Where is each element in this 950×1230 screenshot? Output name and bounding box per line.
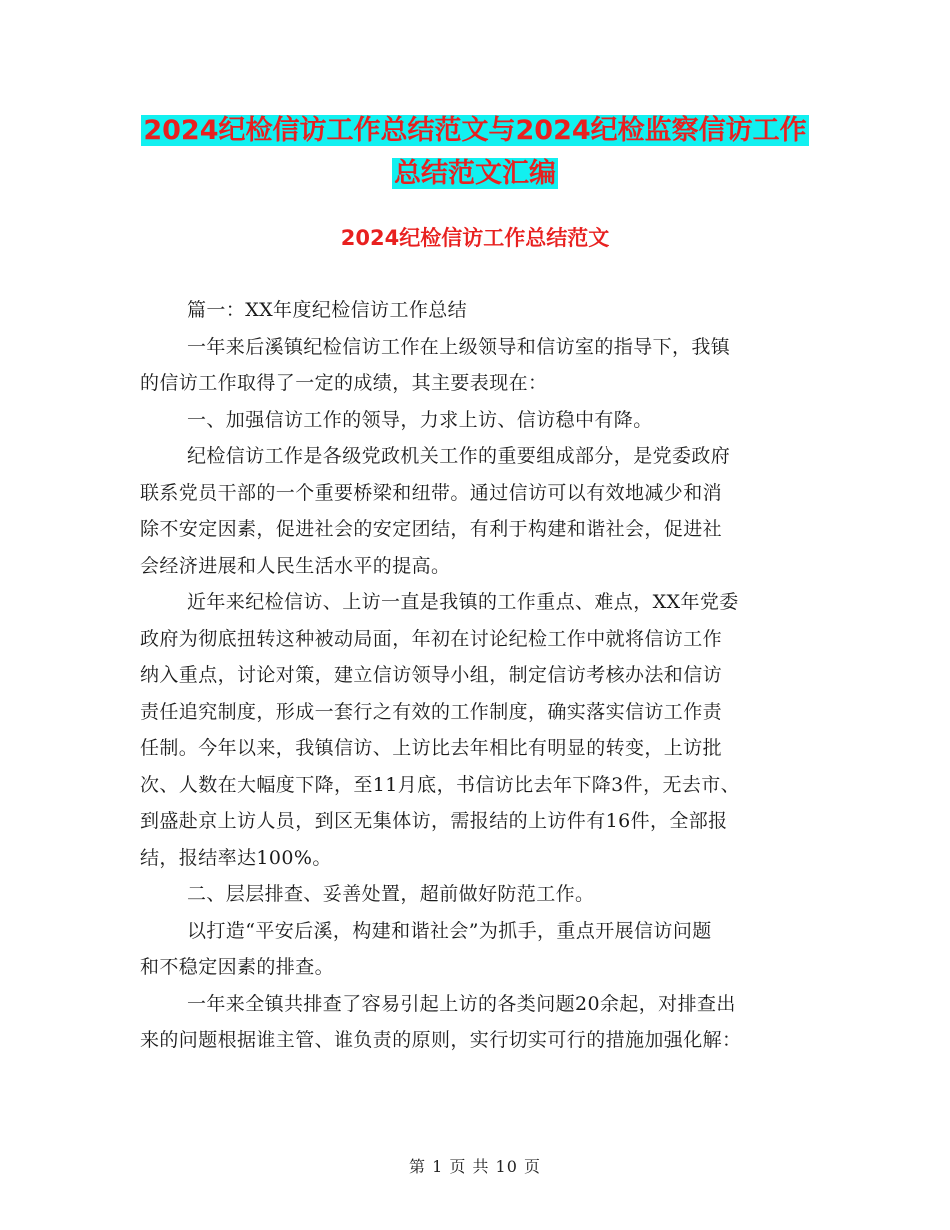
body-line: 篇一：XX年度纪检信访工作总结 xyxy=(187,299,468,321)
body-line: 和不稳定因素的排查。 xyxy=(140,956,335,978)
body-line: 责任追究制度，形成一套行之有效的工作制度，确实落实信访工作责 xyxy=(140,700,723,723)
body-text xyxy=(140,292,812,1059)
body-line: 一、加强信访工作的领导，力求上访、信访稳中有降。 xyxy=(187,408,653,431)
body-line: 以打造“平安后溪，构建和谐社会”为抓手，重点开展信访问题 xyxy=(187,919,712,942)
body-line: 结，报结率达100%。 xyxy=(140,846,332,869)
document-title-line-1 xyxy=(0,110,950,152)
document-title-text-1: 2024纪检信访工作总结范文与2024纪检监察信访工作 xyxy=(143,115,807,146)
body-line: 会经济进展和人民生活水平的提高。 xyxy=(140,554,451,577)
body-line: 除不安定因素，促进社会的安定团结，有利于构建和谐社会，促进社 xyxy=(140,518,723,540)
body-line: 纪检信访工作是各级党政机关工作的重要组成部分，是党委政府 xyxy=(187,445,731,467)
body-line: 一年来全镇共排查了容易引起上访的各类问题20余起，对排查出 xyxy=(187,992,736,1015)
body-line: 纳入重点，讨论对策，建立信访领导小组，制定信访考核办法和信访 xyxy=(140,664,723,686)
section-title: 2024纪检信访工作总结范文 xyxy=(340,226,610,250)
body-line: 任制。今年以来，我镇信访、上访比去年相比有明显的转变，上访批 xyxy=(140,737,723,759)
body-line: 联系党员干部的一个重要桥梁和纽带。通过信访可以有效地减少和消 xyxy=(140,481,723,504)
document-title-line-2 xyxy=(0,153,950,195)
body-line: 二、层层排查、妥善处置，超前做好防范工作。 xyxy=(187,883,595,905)
body-line: 次、人数在大幅度下降，至11月底，书信访比去年下降3件，无去市、 xyxy=(140,773,741,796)
body-line: 一年来后溪镇纪检信访工作在上级领导和信访室的指导下，我镇 xyxy=(187,335,731,358)
document-title-text-2: 总结范文汇编 xyxy=(394,158,556,189)
body-line: 的信访工作取得了一定的成绩，其主要表现在： xyxy=(140,372,548,394)
body-line: 到盛赴京上访人员，到区无集体访，需报结的上访件有16件，全部报 xyxy=(140,810,728,832)
body-line: 来的问题根据谁主管、谁负责的原则，实行切实可行的措施加强化解： xyxy=(140,1029,742,1051)
body-line: 近年来纪检信访、上访一直是我镇的工作重点、难点，XX年党委 xyxy=(187,591,739,613)
page-footer: 第 1 页 共 10 页 xyxy=(409,1157,541,1176)
body-line: 政府为彻底扭转这种被动局面，年初在讨论纪检工作中就将信访工作 xyxy=(140,627,723,650)
